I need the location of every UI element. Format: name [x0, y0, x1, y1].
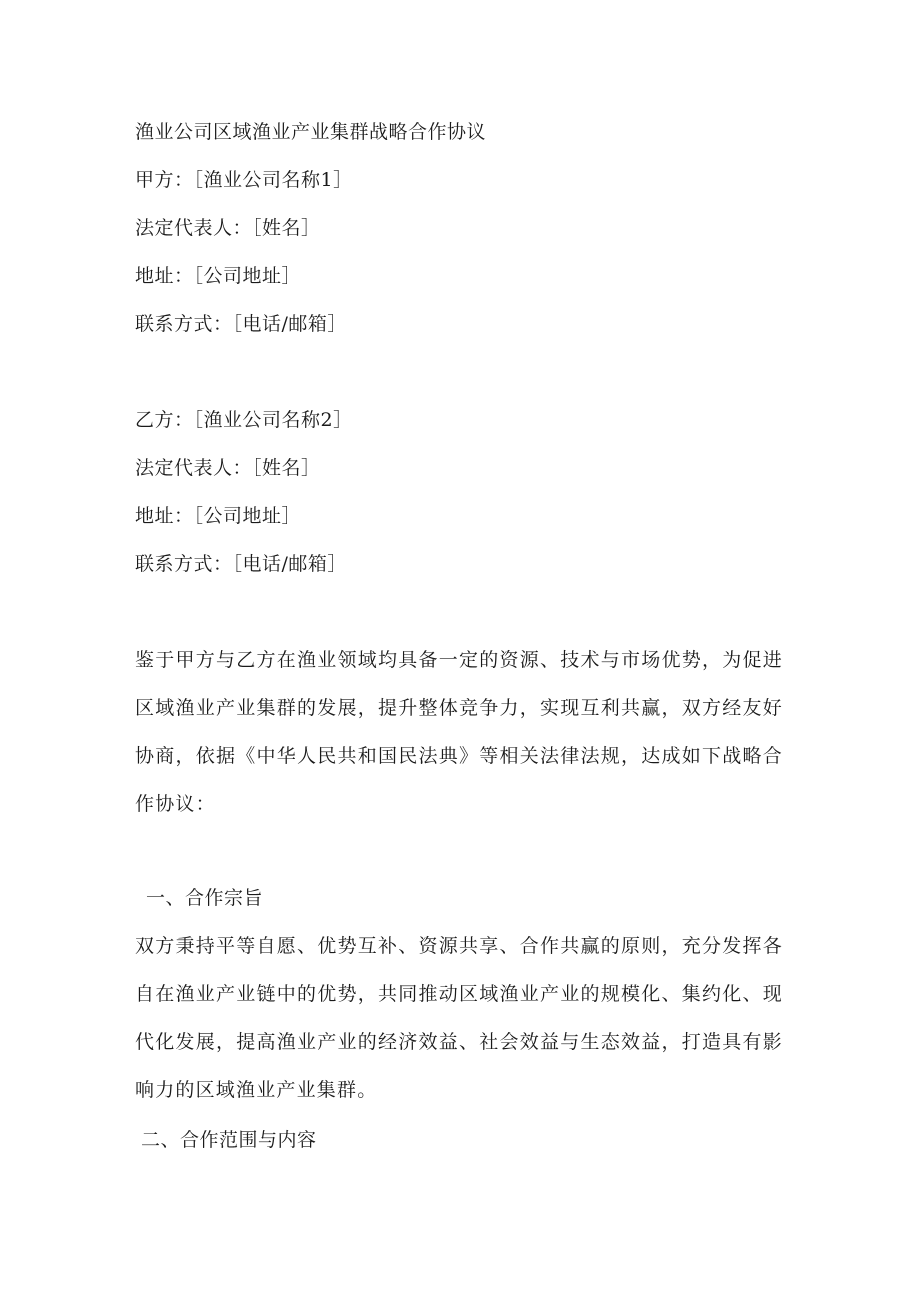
party-b-address: 地址：［公司地址］: [135, 505, 302, 527]
party-a-contact: 联系方式：［电话/邮箱］: [135, 313, 347, 335]
party-a-address: 地址：［公司地址］: [135, 265, 302, 287]
party-b-contact: 联系方式：［电话/邮箱］: [135, 553, 347, 575]
section-1-body: 双方秉持平等自愿、优势互补、资源共享、合作共赢的原则，充分发挥各自在渔业产业链中的优势，共同推动区域渔业产业的规模化、集约化、现代化发展，提高渔业产业的经济效益、社会效益与生态效益，打造具有影响力的区域渔业产业集群。: [135, 935, 783, 1101]
document-title: 渔业公司区域渔业产业集群战略合作协议: [135, 121, 487, 143]
party-a-representative: 法定代表人：［姓名］: [135, 217, 321, 239]
party-a-name: 甲方：［渔业公司名称1］: [135, 169, 353, 191]
party-b-name: 乙方：［渔业公司名称2］: [135, 409, 353, 431]
party-b-representative: 法定代表人：［姓名］: [135, 457, 321, 479]
preamble-paragraph: 鉴于甲方与乙方在渔业领域均具备一定的资源、技术与市场优势，为促进区域渔业产业集群的发展，提升整体竞争力，实现互利共赢，双方经友好协商，依据《中华人民共和国民法典》等相关法律法规，达成如下战略合作协议：: [135, 649, 783, 815]
section-2-heading: 二、合作范围与内容: [141, 1129, 317, 1151]
section-1-heading: 一、合作宗旨: [146, 887, 264, 909]
